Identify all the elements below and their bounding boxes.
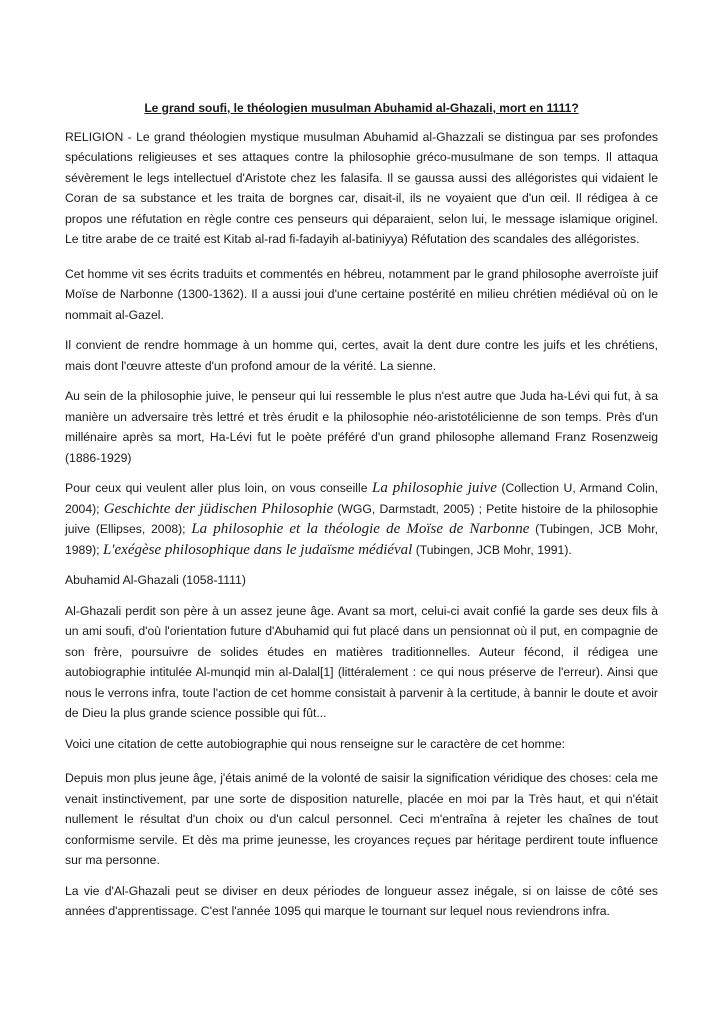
book-title: Geschichte der jüdischen Philosophie	[103, 500, 334, 517]
paragraph-hebrew-translations: Cet homme vit ses écrits traduits et commentés en hébreu, notamment par le grand philosophe averroïste juif Moïse de Narbonne (1300-1362). Il a aussi joui d'une certaine postérité en milieu chrétien médiéval où on le nommait al-Gazel.	[65, 266, 658, 322]
paragraph-hommage: Il convient de rendre hommage à un homme qui, certes, avait la dent dure contre les juifs et les chrétiens, mais dont l'œuvre atteste d'un profond amour de la vérité. La sienne.	[65, 338, 658, 373]
book-title: La philosophie et la théologie de Moïse de Narbonne	[191, 521, 530, 537]
paragraph-citation-intro: Voici une citation de cette autobiographie qui nous renseigne sur le caractère de cet homme:	[65, 736, 565, 751]
paragraph-life-periods: La vie d'Al-Ghazali peut se diviser en deux périodes de longueur assez inégale, si on laisse de côté ses années d'apprentissage. C'est l'année 1095 qui marque le tournant sur lequel nous reviendrons infra.	[65, 883, 658, 918]
bibliography-text: (Tubingen, JCB Mohr, 1989);	[65, 522, 658, 557]
paragraph-bibliography	[65, 478, 658, 560]
bibliography-text: Pour ceux qui veulent aller plus loin, on vous conseille	[65, 481, 373, 495]
book-title: L'exégèse philosophique dans le judaïsme médiéval	[102, 541, 413, 558]
bibliography-text: (Tubingen, JCB Mohr, 1991).	[412, 542, 572, 557]
document-page	[65, 98, 658, 932]
paragraph-citation: Depuis mon plus jeune âge, j'étais animé de la volonté de saisir la signification véridique des choses: cela me venait instinctivement, par une sorte de disposition naturelle, placée en moi par la Très haut, et qui n'était nullement le résultat d'un choix ou d'un calcul personnel. Ceci m'entraîna à rejeter les chaînes de tout conformisme servile. Et dès ma prime jeunesse, les croyances reçues par héritage perdirent toute influence sur ma personne.	[65, 771, 658, 867]
paragraph-juda-ha-levi: Au sein de la philosophie juive, le penseur qui lui ressemble le plus n'est autre que Juda ha-Lévi qui fut, à sa manière un adversaire très lettré et très érudit e la philosophie néo-aristotélicienne de son temps. Près d'un millénaire après sa mort, Ha-Lévi fut le poète préféré d'un grand philosophe allemand Franz Rosenzweig (1886-1929)	[65, 389, 658, 465]
book-title: La philosophie juive	[372, 480, 497, 496]
paragraph-religion: RELIGION - Le grand théologien mystique musulman Abuhamid al-Ghazzali se distingua par ses profondes spéculations religieuses et ses attaques contre la philosophie gréco-musulmane de son temps. Il attaqua sévèrement le legs intellectuel d'Aristote chez les falasifa. Il se gaussa aussi des allégoristes qui vidaient le Coran de sa substance et les traita de borgnes car, disait-il, ils ne voyaient que d'un œil. Il rédigea à ce propos une réfutation en règle contre ces penseurs qui déparaient, selon lui, le message islamique originel. Le titre arabe de ce traité est Kitab al-rad fi-fadayih al-batiniyya) Réfutation des scandales des allégoristes.	[65, 129, 658, 246]
paragraph-biography: Al-Ghazali perdit son père à un assez jeune âge. Avant sa mort, celui-ci avait confié la garde ses deux fils à un ami soufi, d'où l'orientation future d'Abuhamid qui fut placé dans un pensionnat où il put, en compagnie de son frère, poursuivre de solides études en matières traditionnelles. Auteur fécond, il rédigea une autobiographie intitulée Al-munqid min al-Dalal[1] (littéralement : ce qui nous préserve de l'erreur). Ainsi que nous le verrons infra, toute l'action de cet homme consistait à parvenir à la certitude, à bannir le doute et avoir de Dieu la plus grande science possible qui fût...	[65, 603, 658, 720]
document-title: Le grand soufi, le théologien musulman Abuhamid al-Ghazali, mort en 1111?	[144, 101, 579, 115]
section-heading: Abuhamid Al-Ghazali (1058-1111)	[65, 573, 246, 587]
bibliography-text: (WGG, Darmstadt, 2005) ; Petite histoire de la philosophie juive (Ellipses, 2008);	[65, 501, 659, 536]
bibliography-text: (Collection U, Armand Colin, 2004);	[65, 481, 658, 516]
